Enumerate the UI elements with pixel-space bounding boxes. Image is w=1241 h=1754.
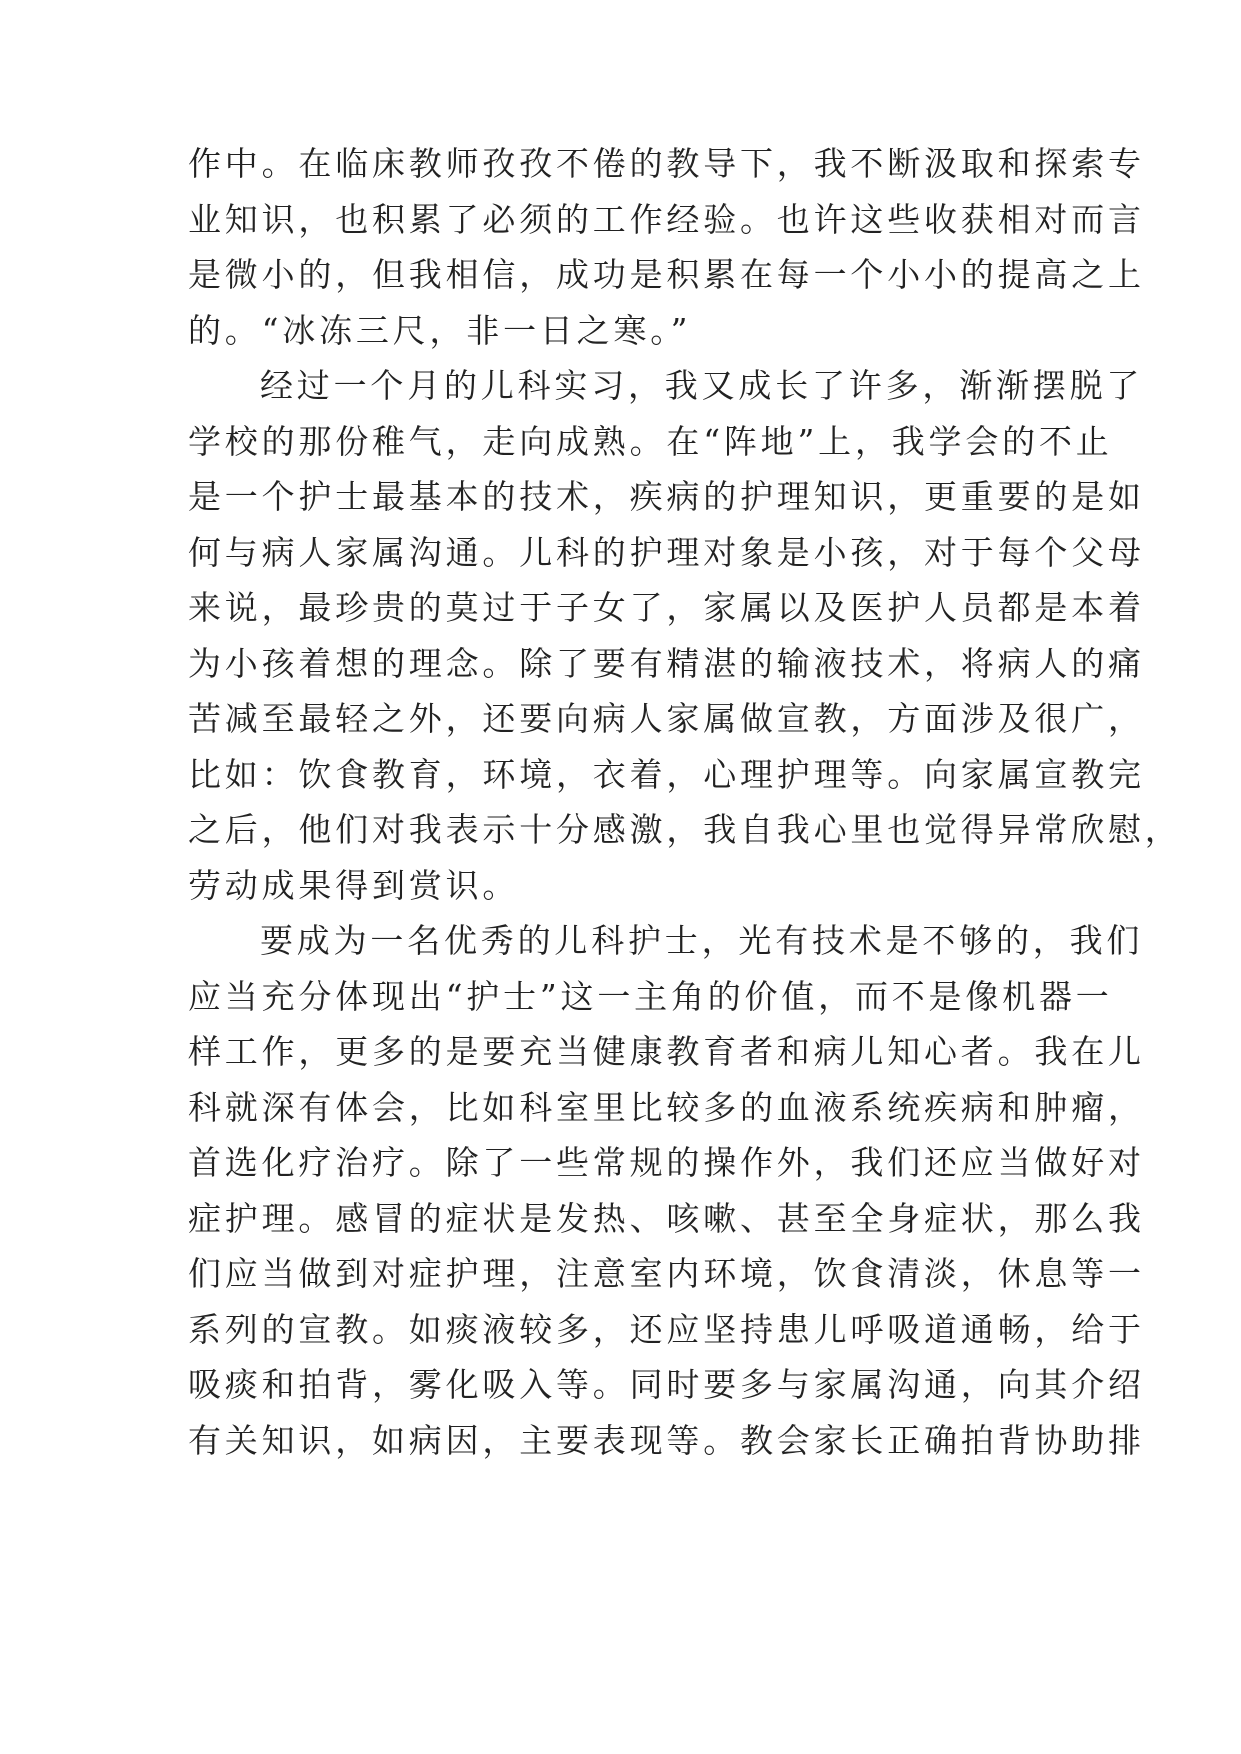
text-line: 劳动成果得到赏识。: [188, 865, 520, 905]
text-line: 业知识，也积累了必须的工作经验。也许这些收获相对而言: [188, 199, 1145, 239]
text-line: 为小孩着想的理念。除了要有精湛的输液技术，将病人的痛: [188, 643, 1145, 683]
text-line: 学校的那份稚气，走向成熟。在“阵地”上，我学会的不止: [188, 421, 1113, 461]
text-line: 首选化疗治疗。除了一些常规的操作外，我们还应当做好对: [188, 1143, 1145, 1182]
text-line: 的。“冰冻三尺，非一日之寒。”: [188, 310, 692, 350]
text-line: 何与病人家属沟通。儿科的护理对象是小孩，对于每个父母: [188, 532, 1145, 572]
body-text: [188, 136, 1182, 1468]
text-line: 系列的宣教。如痰液较多，还应坚持患儿呼吸道通畅，给于: [188, 1309, 1145, 1349]
text-line: 吸痰和拍背，雾化吸入等。同时要多与家属沟通，向其介绍: [188, 1365, 1145, 1404]
paragraph-start-line: 经过一个月的儿科实习，我又成长了许多，渐渐摆脱了: [260, 366, 1144, 405]
text-line: 比如：饮食教育，环境，衣着，心理护理等。向家属宣教完: [188, 754, 1145, 794]
text-line: 苦减至最轻之外，还要向病人家属做宣教，方面涉及很广，: [188, 699, 1145, 738]
text-line: 科就深有体会，比如科室里比较多的血液系统疾病和肿瘤，: [188, 1087, 1145, 1127]
text-line: 有关知识，如病因，主要表现等。教会家长正确拍背协助排: [188, 1420, 1145, 1460]
text-line: 样工作，更多的是要充当健康教育者和病儿知心者。我在儿: [188, 1032, 1145, 1071]
text-line: 是微小的，但我相信，成功是积累在每一个小小的提高之上: [188, 255, 1145, 294]
text-line: 症护理。感冒的症状是发热、咳嗽、甚至全身症状，那么我: [188, 1198, 1145, 1238]
text-line: 之后，他们对我表示十分感激，我自我心里也觉得异常欣慰，: [188, 810, 1182, 849]
text-line: 是一个护士最基本的技术，疾病的护理知识，更重要的是如: [188, 477, 1145, 516]
text-line: 作中。在临床教师孜孜不倦的教导下，我不断汲取和探索专: [188, 144, 1145, 183]
paragraph-start-line: 要成为一名优秀的儿科护士，光有技术是不够的，我们: [260, 921, 1144, 960]
text-line: 们应当做到对症护理，注意室内环境，饮食清淡，休息等一: [188, 1254, 1145, 1293]
text-line: 来说，最珍贵的莫过于子女了，家属以及医护人员都是本着: [188, 588, 1145, 627]
text-line: 应当充分体现出“护士”这一主角的价值，而不是像机器一: [188, 976, 1113, 1016]
